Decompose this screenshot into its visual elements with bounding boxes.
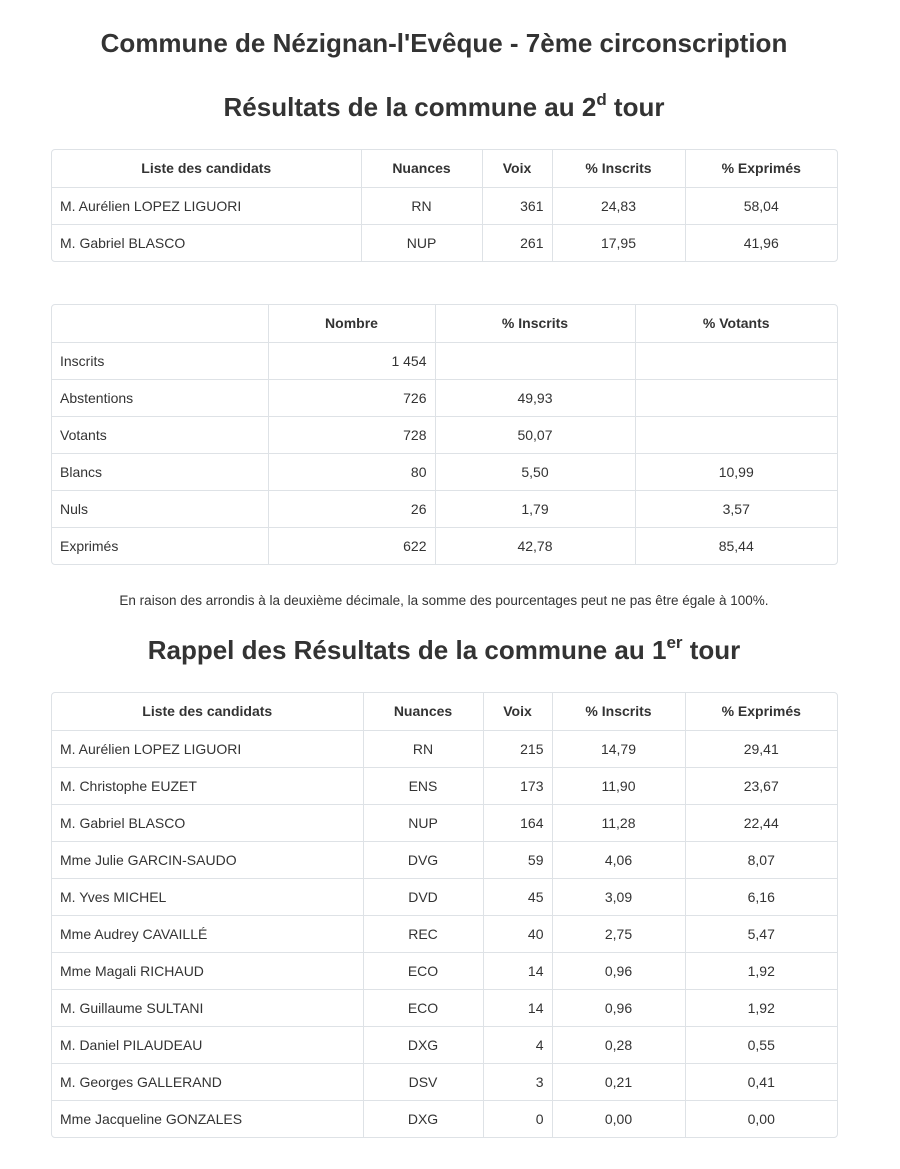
nuance-cell: ECO xyxy=(363,952,483,989)
pct-inscrits-cell: 42,78 xyxy=(435,527,635,564)
candidate-name-cell: M. Daniel PILAUDEAU xyxy=(52,1026,363,1063)
round2-title: Résultats de la commune au 2$^d$ tour xyxy=(223,90,665,122)
header-pct-exprimes: % Exprimés xyxy=(685,150,837,187)
candidate-name-cell: M. Gabriel BLASCO xyxy=(52,224,361,261)
candidate-name-cell: M. Aurélien LOPEZ LIGUORI xyxy=(52,730,363,767)
pct-inscrits-cell: 50,07 xyxy=(435,416,635,453)
voix-cell: 4 xyxy=(483,1026,552,1063)
header-nuances: Nuances xyxy=(363,693,483,730)
round1-title: Rappel des Résultats de la commune au 1er tour xyxy=(147,633,741,665)
stats-table-row xyxy=(52,490,837,527)
pct-inscrits-cell: 0,96 xyxy=(552,989,685,1026)
pct-votants-cell xyxy=(635,379,837,416)
candidate-name-cell: Mme Audrey CAVAILLÉ xyxy=(52,915,363,952)
pct-votants-cell xyxy=(635,342,837,379)
pct-votants-cell xyxy=(635,416,837,453)
pct-exprimes-cell: 5,47 xyxy=(685,915,837,952)
header-pct-inscrits: % Inscrits xyxy=(435,305,635,342)
round1-results-table xyxy=(51,692,838,1138)
pct-inscrits-cell: 0,96 xyxy=(552,952,685,989)
voix-cell: 0 xyxy=(483,1100,552,1137)
header-voix: Voix xyxy=(482,150,552,187)
round2-header-row xyxy=(52,150,837,187)
stats-table-row xyxy=(52,379,837,416)
candidate-name-cell: M. Christophe EUZET xyxy=(52,767,363,804)
voix-cell: 3 xyxy=(483,1063,552,1100)
nuance-cell: ENS xyxy=(363,767,483,804)
candidate-name-cell: M. Gabriel BLASCO xyxy=(52,804,363,841)
round1-table-row xyxy=(52,730,837,767)
nuance-cell: NUP xyxy=(363,804,483,841)
voix-cell: 173 xyxy=(483,767,552,804)
candidate-name-cell: Mme Magali RICHAUD xyxy=(52,952,363,989)
round1-table-row xyxy=(52,989,837,1026)
pct-exprimes-cell: 8,07 xyxy=(685,841,837,878)
round1-table-row xyxy=(52,1063,837,1100)
pct-exprimes-cell: 6,16 xyxy=(685,878,837,915)
pct-exprimes-cell: 1,92 xyxy=(685,952,837,989)
pct-exprimes-cell: 22,44 xyxy=(685,804,837,841)
header-voix: Voix xyxy=(483,693,552,730)
round1-table-row xyxy=(52,804,837,841)
voix-cell: 59 xyxy=(483,841,552,878)
nuance-cell: NUP xyxy=(361,224,482,261)
pct-inscrits-cell: 11,28 xyxy=(552,804,685,841)
nombre-cell: 622 xyxy=(268,527,435,564)
stats-table-row xyxy=(52,453,837,490)
stat-label-cell: Votants xyxy=(52,416,268,453)
nombre-cell: 726 xyxy=(268,379,435,416)
round1-table-row xyxy=(52,1100,837,1137)
round1-table-row xyxy=(52,767,837,804)
pct-exprimes-cell: 0,41 xyxy=(685,1063,837,1100)
nuance-cell: RN xyxy=(361,187,482,224)
stat-label-cell: Inscrits xyxy=(52,342,268,379)
candidate-name-cell: M. Aurélien LOPEZ LIGUORI xyxy=(52,187,361,224)
stats-table-row xyxy=(52,342,837,379)
nuance-cell: DXG xyxy=(363,1100,483,1137)
pct-inscrits-cell: 11,90 xyxy=(552,767,685,804)
nombre-cell: 728 xyxy=(268,416,435,453)
pct-inscrits-cell: 24,83 xyxy=(552,187,685,224)
voix-cell: 40 xyxy=(483,915,552,952)
stat-label-cell: Blancs xyxy=(52,453,268,490)
rounding-note: En raison des arrondis à la deuxième décimale, la somme des pourcentages peut ne pas être égale à 100%. xyxy=(119,593,769,608)
nuance-cell: REC xyxy=(363,915,483,952)
pct-inscrits-cell: 0,21 xyxy=(552,1063,685,1100)
pct-exprimes-cell: 0,00 xyxy=(747,1110,775,1127)
nuance-cell: DXG xyxy=(363,1026,483,1063)
header-pct-votants: % Votants xyxy=(635,305,837,342)
candidate-name-cell: Mme Julie GARCIN-SAUDO xyxy=(52,841,363,878)
nombre-cell: 26 xyxy=(268,490,435,527)
candidate-name-cell: M. Yves MICHEL xyxy=(52,878,363,915)
nuance-cell: DSV xyxy=(363,1063,483,1100)
voix-cell: 14 xyxy=(483,952,552,989)
pct-votants-cell: 10,99 xyxy=(635,453,837,490)
pct-exprimes-cell: 41,96 xyxy=(743,234,779,251)
pct-exprimes-cell: 58,04 xyxy=(685,187,837,224)
round2-table-row xyxy=(52,187,837,224)
pct-inscrits-cell: 1,79 xyxy=(435,490,635,527)
candidate-name-cell: Mme Jacqueline GONZALES xyxy=(52,1100,363,1137)
voix-cell: 164 xyxy=(483,804,552,841)
header-pct-exprimes: % Exprimés xyxy=(685,693,837,730)
voix-cell: 261 xyxy=(482,224,552,261)
page-title: Commune de Nézignan-l'Evêque - 7ème circonscription xyxy=(100,28,788,58)
stat-label-cell: Abstentions xyxy=(52,379,268,416)
header-blank xyxy=(52,305,268,342)
round1-header-row xyxy=(52,693,837,730)
candidate-name-cell: M. Georges GALLERAND xyxy=(52,1063,363,1100)
pct-inscrits-cell: 0,28 xyxy=(552,1026,685,1063)
stats-table-row xyxy=(52,416,837,453)
voix-cell: 361 xyxy=(482,187,552,224)
nombre-cell: 1 454 xyxy=(268,342,435,379)
voix-cell: 14 xyxy=(483,989,552,1026)
header-nombre: Nombre xyxy=(268,305,435,342)
voix-cell: 45 xyxy=(483,878,552,915)
stat-label-cell: Nuls xyxy=(52,490,268,527)
pct-inscrits-cell: 49,93 xyxy=(435,379,635,416)
round1-table-row xyxy=(52,952,837,989)
nuance-cell: RN xyxy=(363,730,483,767)
pct-inscrits-cell: 17,95 xyxy=(552,224,685,261)
round1-table-row xyxy=(52,915,837,952)
pct-inscrits-cell xyxy=(435,342,635,379)
pct-votants-cell: 3,57 xyxy=(635,490,837,527)
pct-inscrits-cell: 4,06 xyxy=(552,841,685,878)
voix-cell: 215 xyxy=(483,730,552,767)
round1-table-row xyxy=(52,878,837,915)
round2-table-row xyxy=(52,224,837,261)
pct-exprimes-cell: 29,41 xyxy=(685,730,837,767)
pct-exprimes-cell: 0,55 xyxy=(685,1026,837,1063)
pct-exprimes-cell: 23,67 xyxy=(685,767,837,804)
nuance-cell: ECO xyxy=(363,989,483,1026)
turnout-stats-table xyxy=(51,304,838,565)
candidate-name-cell: M. Guillaume SULTANI xyxy=(52,989,363,1026)
round1-table-row xyxy=(52,1026,837,1063)
nombre-cell: 80 xyxy=(268,453,435,490)
pct-inscrits-cell: 3,09 xyxy=(552,878,685,915)
round1-table-row xyxy=(52,841,837,878)
header-candidates: Liste des candidats xyxy=(52,693,363,730)
pct-exprimes-cell: 1,92 xyxy=(685,989,837,1026)
header-pct-inscrits: % Inscrits xyxy=(552,150,685,187)
pct-inscrits-cell: 2,75 xyxy=(552,915,685,952)
round2-results-table xyxy=(51,149,838,262)
pct-votants-cell: 85,44 xyxy=(718,537,754,554)
stat-label-cell: Exprimés xyxy=(52,527,268,564)
stats-table-row xyxy=(52,527,837,564)
header-pct-inscrits: % Inscrits xyxy=(552,693,685,730)
nuance-cell: DVG xyxy=(363,841,483,878)
pct-inscrits-cell: 14,79 xyxy=(552,730,685,767)
nuance-cell: DVD xyxy=(363,878,483,915)
pct-inscrits-cell: 5,50 xyxy=(435,453,635,490)
stats-header-row xyxy=(52,305,837,342)
pct-inscrits-cell: 0,00 xyxy=(552,1100,685,1137)
header-nuances: Nuances xyxy=(361,150,482,187)
header-candidates: Liste des candidats xyxy=(52,150,361,187)
